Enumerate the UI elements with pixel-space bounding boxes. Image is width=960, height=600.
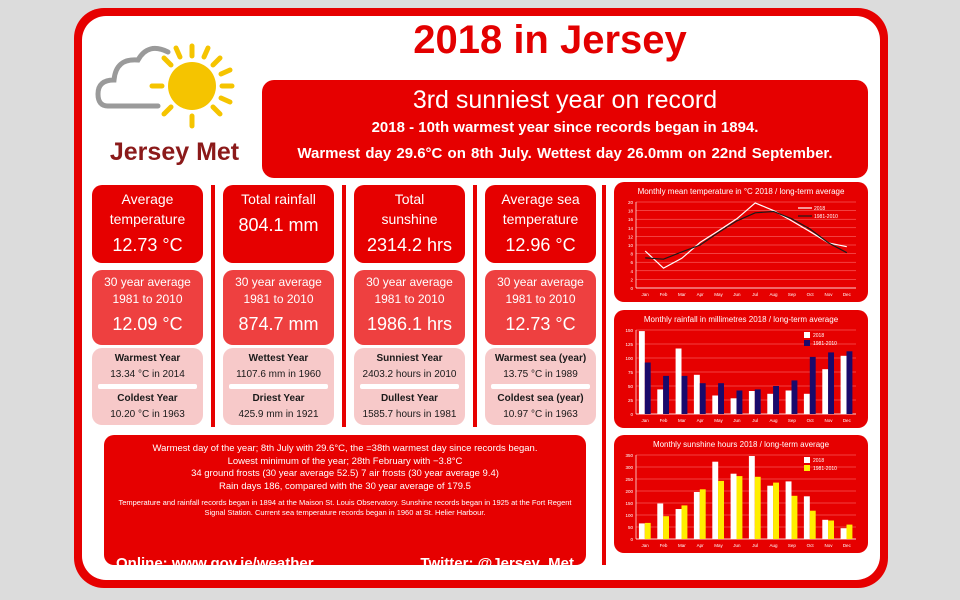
stat-records-box [92, 348, 203, 425]
chart-title: Monthly mean temperature in °C 2018 / long-term average [637, 187, 845, 196]
stat-average-label: 30 year average 1981 to 2010 [366, 275, 453, 306]
weather-logo [92, 28, 252, 138]
stat-value: 12.96 °C [505, 235, 576, 255]
stat-label: Total rainfall [241, 191, 316, 207]
record-value: 1107.6 mm in 1960 [236, 369, 321, 380]
x-tick-label: Aug [769, 418, 778, 423]
bar [767, 486, 773, 539]
stat-average-value: 12.73 °C [505, 314, 576, 334]
y-tick-label: 2 [630, 277, 633, 283]
x-tick-label: Apr [696, 543, 704, 548]
x-tick-label: Apr [696, 292, 704, 297]
y-tick-label: 12 [627, 234, 633, 240]
stat-records-box [223, 348, 334, 425]
bar [663, 516, 669, 539]
y-tick-label: 150 [625, 328, 633, 333]
x-tick-label: Jul [752, 543, 759, 548]
x-tick-label: Jul [752, 292, 759, 297]
y-tick-label: 0 [630, 412, 633, 417]
bar [676, 349, 682, 415]
y-tick-label: 4 [630, 268, 633, 274]
bar [682, 376, 688, 414]
stat-records-box [485, 348, 596, 425]
stat-average-value: 874.7 mm [238, 314, 319, 334]
records-note: Temperature and rainfall records began in 1894 at the Maison St. Louis Observatory. Sunshine records began in 1925 at the Fort Regent Signal Station. Current sea temperature records began in 1960 at St. Helier Harbour. [118, 498, 572, 517]
twitter-link[interactable]: Twitter: @Jersey_Met [420, 555, 574, 572]
y-tick-label: 16 [627, 217, 633, 223]
stat-value: 804.1 mm [238, 215, 319, 235]
record-value: 10.97 °C in 1963 [503, 409, 578, 420]
x-tick-label: Jan [641, 543, 649, 548]
legend-swatch [804, 340, 810, 346]
stat-value: 2314.2 hrs [366, 235, 453, 255]
bar [694, 375, 700, 414]
stat-average-box [92, 270, 203, 345]
y-tick-label: 0 [630, 537, 633, 542]
stat-average-label: 30 year average 1981 to 2010 [104, 275, 191, 306]
bar [822, 520, 828, 539]
bar [731, 474, 737, 539]
record-title: Dullest Year [380, 393, 439, 404]
bar [847, 351, 853, 414]
bar [828, 521, 834, 540]
bar [822, 369, 828, 414]
x-tick-label: Nov [824, 543, 833, 548]
legend-swatch [804, 332, 810, 338]
stat-records-box [354, 348, 465, 425]
stat-main-box [92, 185, 203, 263]
y-tick-label: 18 [627, 208, 633, 214]
stat-average-box [354, 270, 465, 345]
y-tick-label: 250 [625, 477, 633, 482]
x-tick-label: Oct [806, 543, 814, 548]
fact-line: Rain days 186, compared with the 30 year average of 179.5 [219, 480, 471, 492]
bar [639, 331, 645, 414]
bar [700, 489, 706, 539]
stat-main-box [485, 185, 596, 263]
record-title: Coldest sea (year) [497, 393, 584, 404]
bar [755, 389, 761, 414]
bar [755, 477, 761, 539]
stat-main-box [223, 185, 334, 263]
stat-label: Average sea temperature [501, 191, 580, 227]
sunshine-chart-panel [614, 435, 868, 553]
bar [694, 492, 700, 539]
y-tick-label: 10 [627, 243, 633, 248]
bar [773, 483, 779, 539]
column-divider [602, 185, 606, 565]
bar [737, 391, 743, 415]
y-tick-label: 14 [627, 225, 633, 231]
x-tick-label: May [714, 418, 723, 423]
y-tick-label: 25 [627, 398, 633, 403]
stat-label: Total sunshine [381, 191, 438, 227]
bar [804, 496, 810, 539]
legend-swatch [804, 457, 810, 463]
bar [792, 380, 798, 414]
bar [657, 389, 663, 414]
x-tick-label: Nov [824, 418, 833, 423]
record-title: Warmest sea (year) [494, 353, 587, 364]
record-title: Warmest Year [114, 353, 181, 364]
bar [718, 481, 724, 539]
x-tick-label: Feb [659, 292, 668, 297]
x-tick-label: Apr [696, 418, 704, 423]
bar [749, 391, 755, 414]
x-tick-label: Sep [787, 418, 796, 423]
stat-average-value: 12.09 °C [112, 314, 183, 334]
brand-name: Jersey Met [109, 138, 240, 166]
x-tick-label: Dec [842, 292, 851, 297]
bar [737, 476, 743, 539]
record-title: Driest Year [252, 393, 305, 404]
bar [676, 509, 682, 539]
stat-average-box [485, 270, 596, 345]
record-value: 425.9 mm in 1921 [238, 409, 319, 420]
website-link[interactable]: Online: www.gov.je/weather [116, 555, 314, 572]
legend-label: 1981-2010 [813, 341, 837, 347]
sun-icon [152, 46, 232, 126]
bar [773, 386, 779, 414]
record-value: 1585.7 hours in 1981 [362, 409, 457, 420]
bar [749, 456, 755, 539]
record-value: 2403.2 hours in 2010 [362, 369, 457, 380]
bar [847, 525, 853, 539]
stat-average-label: 30 year average 1981 to 2010 [235, 275, 322, 306]
x-tick-label: Oct [806, 292, 814, 297]
x-tick-label: Nov [824, 292, 833, 297]
bar [731, 398, 737, 414]
y-tick-label: 200 [625, 489, 633, 494]
bar [792, 496, 798, 539]
x-tick-label: Jun [733, 418, 741, 423]
x-tick-label: Oct [806, 418, 814, 423]
y-tick-label: 150 [625, 501, 633, 506]
bar [682, 505, 688, 539]
record-title: Coldest Year [117, 393, 178, 404]
column-divider [473, 185, 477, 427]
bar [645, 363, 651, 415]
temperature-chart [614, 182, 868, 302]
y-tick-label: 20 [627, 200, 633, 205]
stat-value: 12.73 °C [112, 235, 183, 255]
bar [639, 523, 645, 539]
x-tick-label: Dec [842, 418, 851, 423]
legend-label: 1981-2010 [813, 466, 837, 472]
record-value: 13.75 °C in 1989 [503, 369, 578, 380]
legend-label: 2018 [813, 333, 825, 339]
stat-main-box [354, 185, 465, 263]
y-tick-label: 50 [627, 525, 633, 530]
x-tick-label: Mar [677, 418, 686, 423]
column-divider [342, 185, 346, 427]
headline-panel [262, 80, 868, 178]
x-tick-label: Jun [733, 543, 741, 548]
bar [712, 462, 718, 539]
x-tick-label: May [714, 543, 723, 548]
bar [786, 481, 792, 539]
y-tick-label: 75 [627, 370, 633, 375]
record-divider [491, 384, 590, 389]
bar [718, 383, 724, 414]
stat-label: Average temperature [109, 191, 186, 227]
x-tick-label: Jan [641, 292, 649, 297]
x-tick-label: Sep [787, 543, 796, 548]
rainfall-chart [614, 310, 868, 428]
x-tick-label: Feb [659, 418, 668, 423]
bar [841, 528, 847, 539]
y-tick-label: 350 [625, 453, 633, 458]
chart-title: Monthly rainfall in millimetres 2018 / long-term average [643, 315, 839, 324]
bar [657, 504, 663, 540]
bar [767, 394, 773, 414]
legend-label: 1981-2010 [814, 214, 838, 220]
bar [663, 376, 669, 414]
headline-extremes: Warmest day 29.6°C on 8th July. Wettest day 26.0mm on 22nd September. [297, 145, 833, 162]
x-tick-label: Mar [677, 543, 686, 548]
headline-main: 3rd sunniest year on record [412, 86, 718, 114]
temperature-chart-panel [614, 182, 868, 302]
y-tick-label: 50 [627, 384, 633, 389]
column-divider [211, 185, 215, 427]
stat-average-value: 1986.1 hrs [366, 314, 453, 334]
record-divider [98, 384, 197, 389]
legend-label: 2018 [813, 458, 825, 464]
bar [804, 394, 810, 414]
record-title: Wettest Year [248, 353, 309, 364]
y-tick-label: 6 [630, 260, 633, 266]
page-title: 2018 in Jersey [413, 18, 687, 62]
chart-title: Monthly sunshine hours 2018 / long-term average [652, 440, 830, 449]
series-line [645, 203, 847, 268]
bar [645, 523, 651, 539]
stat-average-label: 30 year average 1981 to 2010 [497, 275, 584, 306]
rainfall-chart-panel [614, 310, 868, 428]
bar [810, 357, 816, 414]
sunshine-chart [614, 435, 868, 553]
x-tick-label: Jan [641, 418, 649, 423]
y-tick-label: 300 [625, 465, 633, 470]
facts-panel [104, 435, 586, 572]
y-tick-label: 0 [630, 286, 633, 291]
x-tick-label: Aug [769, 543, 778, 548]
x-tick-label: Jun [733, 292, 741, 297]
cloud-icon [98, 48, 168, 106]
y-tick-label: 8 [630, 251, 633, 257]
x-tick-label: Aug [769, 292, 778, 297]
x-tick-label: May [714, 292, 723, 297]
headline-sub: 2018 - 10th warmest year since records began in 1894. [371, 119, 759, 136]
fact-line: Lowest minimum of the year; 28th February with −3.8°C [227, 455, 463, 467]
stat-average-box [223, 270, 334, 345]
x-tick-label: Dec [842, 543, 851, 548]
record-title: Sunniest Year [376, 353, 443, 364]
bar [828, 352, 834, 414]
x-tick-label: Jul [752, 418, 759, 423]
y-tick-label: 125 [625, 342, 633, 347]
bar [786, 391, 792, 415]
x-tick-label: Mar [677, 292, 686, 297]
bar [810, 511, 816, 539]
y-tick-label: 100 [625, 356, 633, 361]
record-value: 13.34 °C in 2014 [110, 369, 185, 380]
legend-label: 2018 [814, 206, 826, 212]
record-divider [360, 384, 459, 389]
y-tick-label: 100 [625, 513, 633, 518]
fact-line: Warmest day of the year; 8th July with 29.6°C, the =38th warmest day since records began. [152, 443, 538, 454]
legend-swatch [804, 465, 810, 471]
bar [841, 356, 847, 414]
x-tick-label: Feb [659, 543, 668, 548]
fact-line: 34 ground frosts (30 year average 52.5) 7 air frosts (30 year average 9.4) [191, 468, 499, 479]
record-value: 10.20 °C in 1963 [110, 409, 185, 420]
x-tick-label: Sep [787, 292, 796, 297]
record-divider [229, 384, 328, 389]
bar [712, 396, 718, 415]
bar [700, 383, 706, 414]
